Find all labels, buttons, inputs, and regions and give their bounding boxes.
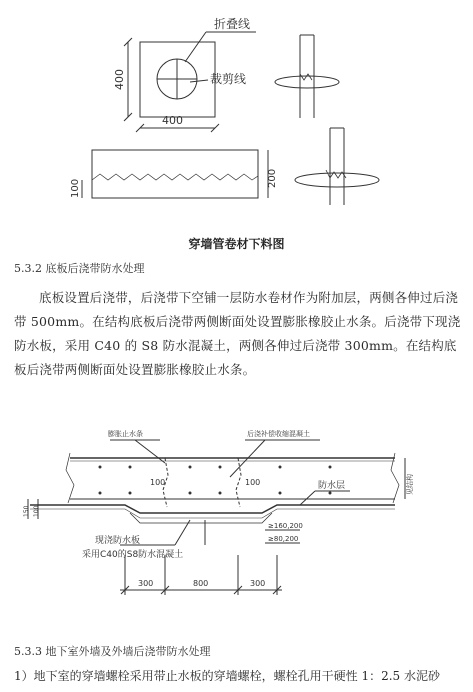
post-pour-strip-figure <box>0 395 473 625</box>
h80-label: ≥80,200 <box>268 535 299 543</box>
strip-right-dimension: 200 <box>267 168 278 188</box>
dim-300-left: 300 <box>138 579 154 588</box>
dim-150: 150 <box>23 505 30 517</box>
fold-line-label: 折叠线 <box>214 17 251 31</box>
strip-left-dimension: 100 <box>70 178 81 198</box>
waterstop-label: 膨胀止水条 <box>108 430 143 438</box>
membrane-strip <box>92 150 258 198</box>
pipe-membrane-cutting-figure <box>0 0 473 230</box>
section-532-body: 底板设置后浇带，后浇带下空铺一层防水卷材作为附加层，两侧各伸过后浇带 500mm。在结构底板后浇带两侧断面处设置膨胀橡胶止水条。后浇带下现浇防水板，采用 C40 的 S8 防水混凝土，两侧各伸过后浇带 300mm。在结构底板后浇带两侧断面处设置膨胀橡胶止水条。 <box>14 290 461 377</box>
width-dimension: 400 <box>162 114 183 127</box>
waterproof-layer-label: 防水层 <box>318 481 346 491</box>
height-dimension: 400 <box>113 69 126 90</box>
slab-thickness-label: 见结构 <box>406 474 414 495</box>
c40-label: 采用C40的S8防水混凝土 <box>82 550 184 560</box>
cast-board-label: 现浇防水板 <box>95 536 141 546</box>
section-532-heading: 5.3.2 底板后浇带防水处理 <box>14 262 145 275</box>
section-533-line1: 1）地下室的穿墙螺栓采用带止水板的穿墙螺栓，螺栓孔用干硬性 1：2.5 水泥砂 <box>14 669 440 683</box>
dim-100-a: 100 <box>150 478 166 487</box>
dim-100-b: 100 <box>245 478 261 487</box>
dim-100-c: 100 <box>33 505 40 517</box>
dim-800: 800 <box>193 579 209 588</box>
figure1-caption: 穿墙管卷材下料图 <box>188 237 285 251</box>
h160-label: ≥160,200 <box>268 522 303 530</box>
dim-300-right: 300 <box>250 579 266 588</box>
section-533-heading: 5.3.3 地下室外墙及外墙后浇带防水处理 <box>14 645 211 658</box>
concrete-label: 后浇补偿收缩混凝土 <box>247 430 310 438</box>
cut-line-label: 裁剪线 <box>210 72 247 86</box>
